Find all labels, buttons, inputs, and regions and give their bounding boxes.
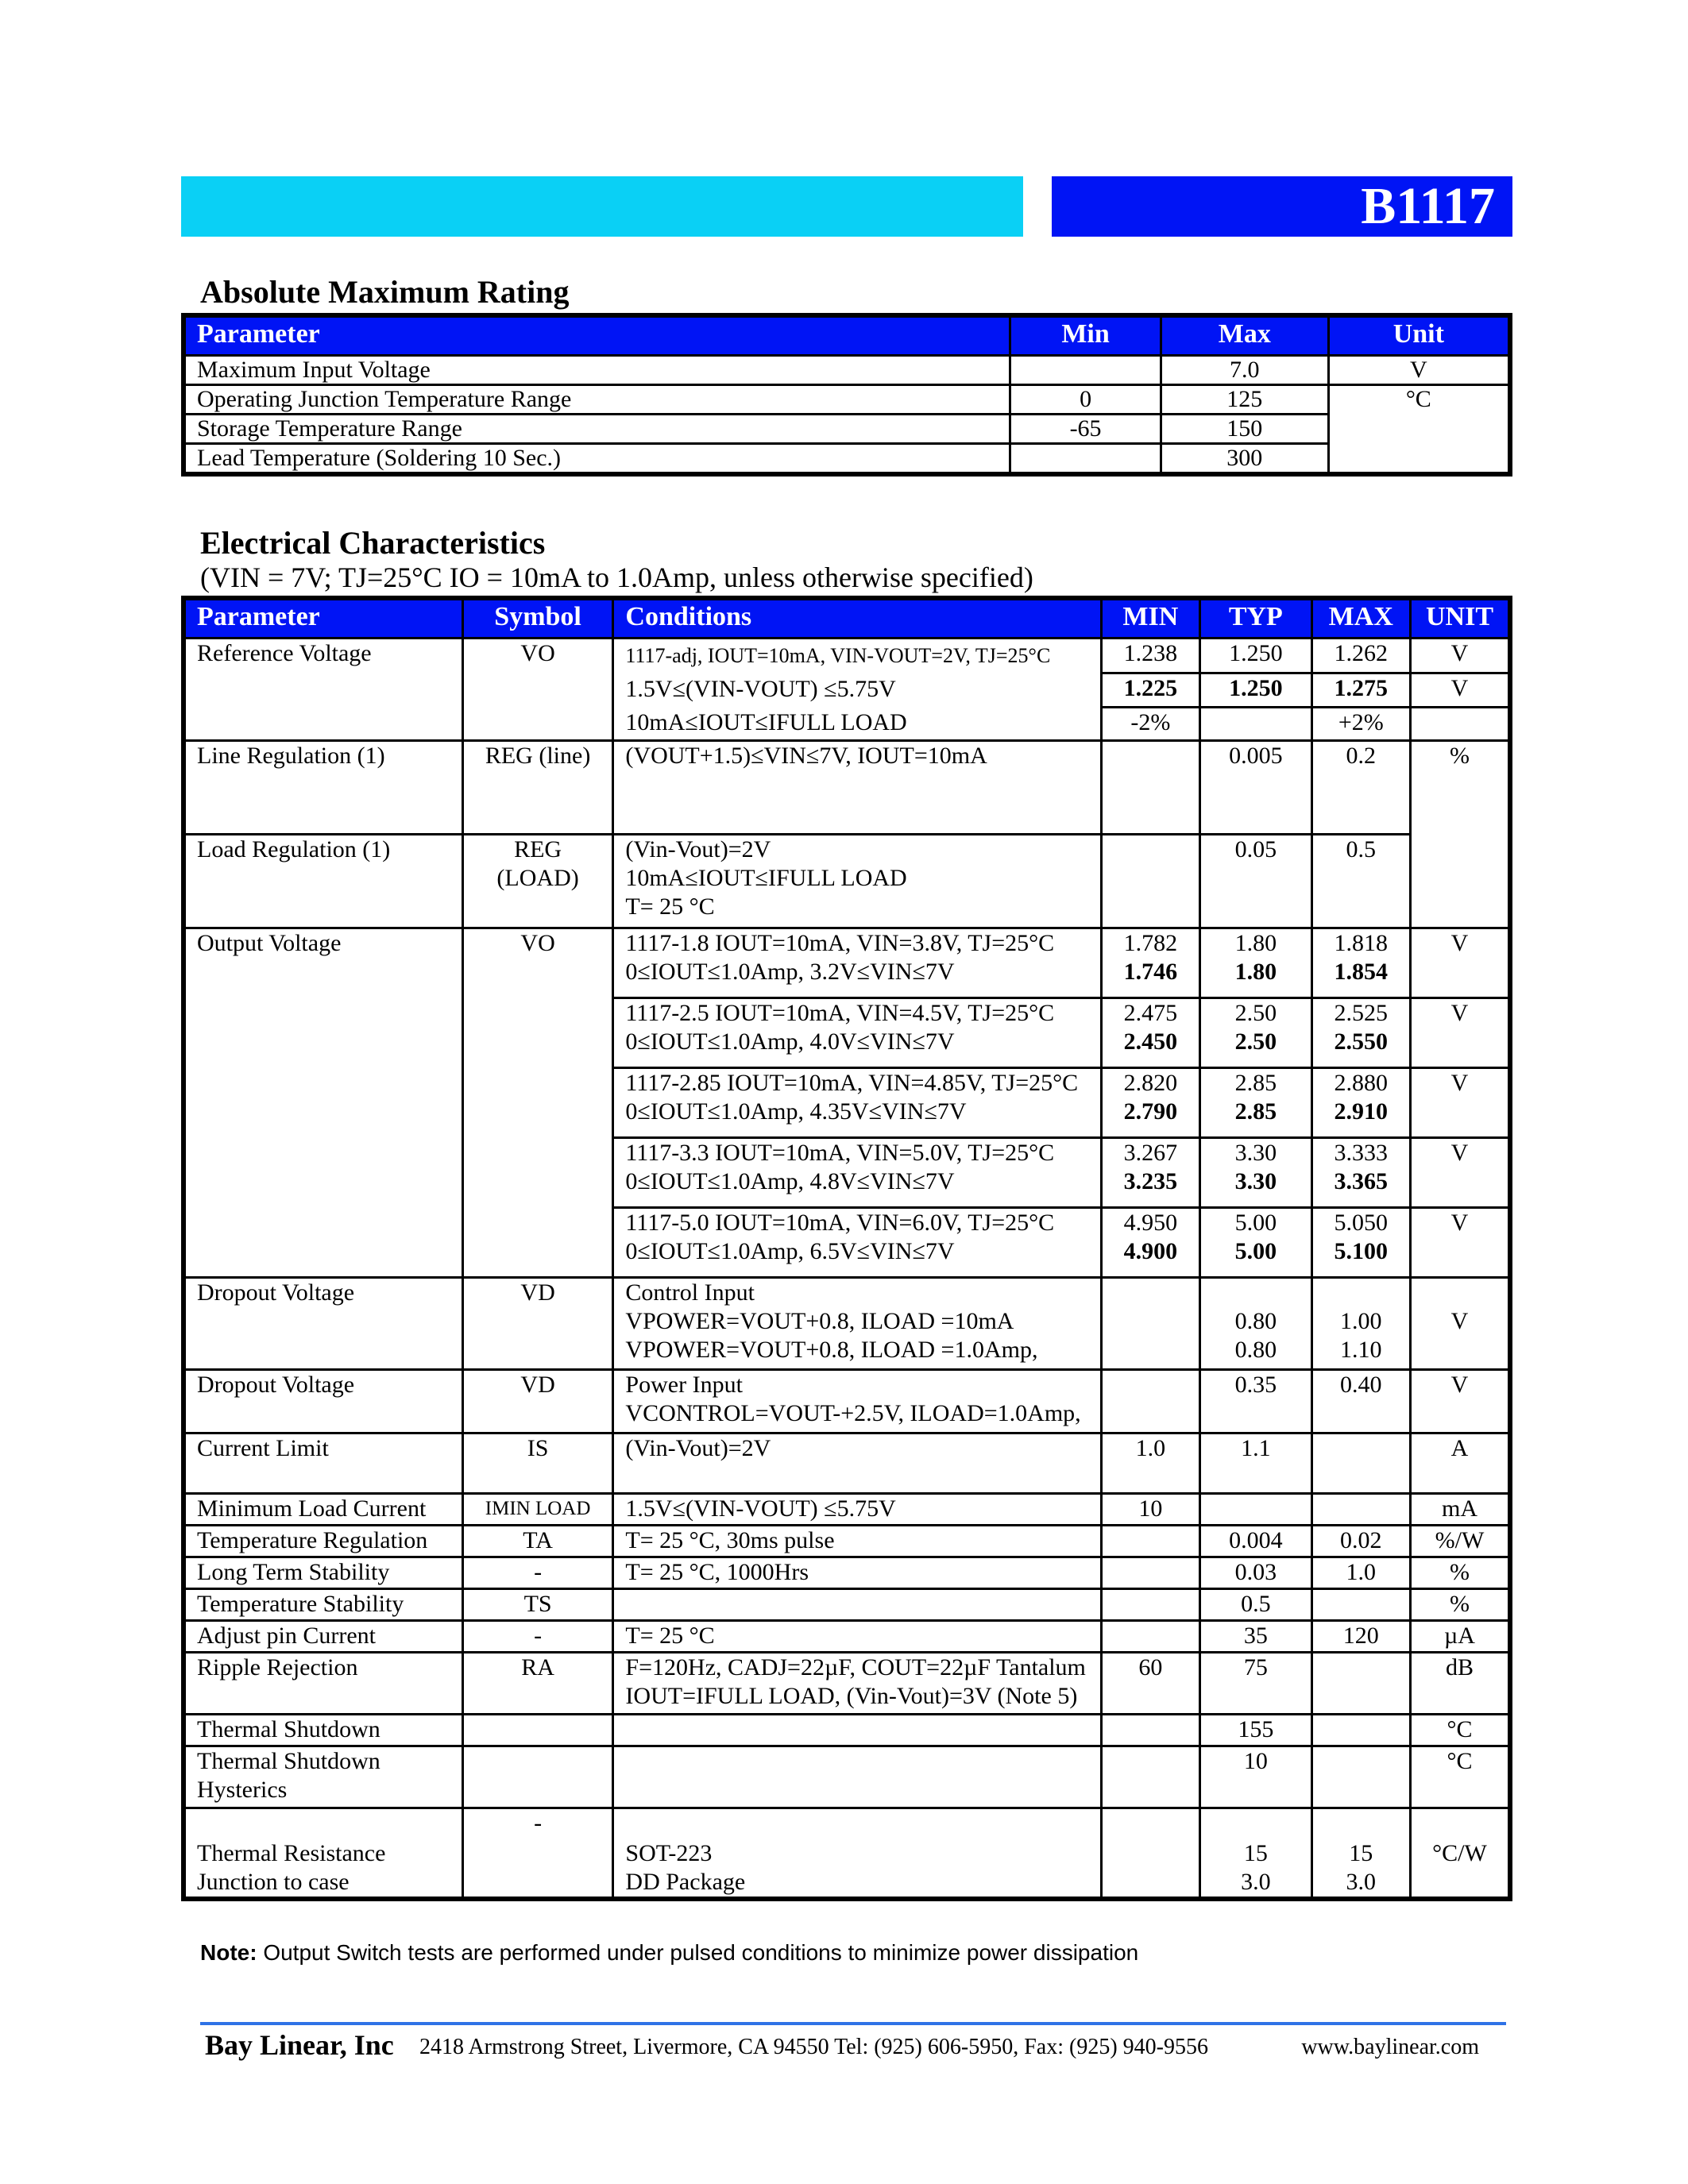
footer-divider	[200, 2022, 1506, 2025]
cell-unit: µA	[1411, 1621, 1511, 1653]
cond-line: IOUT=IFULL LOAD, (Vin-Vout)=3V (Note 5)	[625, 1683, 1078, 1709]
cond-line: 1117-adj, IOUT=10mA, VIN-VOUT=2V, TJ=25°C	[625, 644, 1051, 667]
table-row	[183, 1278, 1510, 1370]
cell-min: -2%	[1101, 708, 1199, 741]
cell-min: -65	[1010, 415, 1161, 444]
table-row	[183, 741, 1510, 835]
cell-param: Storage Temperature Range	[183, 415, 1010, 444]
cell-min: 0	[1010, 385, 1161, 415]
cell-typ	[1200, 1494, 1312, 1526]
cond-line: 1117-2.85 IOUT=10mA, VIN=4.85V, TJ=25°C	[625, 1070, 1079, 1096]
cond-line: 1117-2.5 IOUT=10mA, VIN=4.5V, TJ=25°C	[625, 1000, 1055, 1026]
cell-param: Output Voltage	[183, 928, 462, 1278]
cell-symbol: -	[462, 1808, 613, 1900]
val: 1.80	[1234, 959, 1277, 985]
cell-conditions	[613, 639, 1101, 741]
cond-line: 10mA≤IOUT≤IFULL LOAD	[625, 865, 907, 891]
cond-line: VCONTROL=VOUT-+2.5V, ILOAD=1.0Amp,	[625, 1400, 1081, 1426]
cell-typ: 0.004	[1200, 1526, 1312, 1557]
cell-typ	[1200, 928, 1312, 998]
note-text: Output Switch tests are performed under pulsed conditions to minimize power dissipation	[263, 1940, 1139, 1965]
val: 3.235	[1123, 1168, 1178, 1194]
cell-unit: A	[1411, 1433, 1511, 1494]
val: 2.50	[1234, 1000, 1277, 1026]
cell-conditions	[613, 1068, 1101, 1138]
cell-typ: 0.03	[1200, 1557, 1312, 1589]
cell-unit: V	[1411, 1370, 1511, 1433]
cond-line: 0≤IOUT≤1.0Amp, 4.0V≤VIN≤7V	[625, 1028, 955, 1055]
cond-line: 1117-5.0 IOUT=10mA, VIN=6.0V, TJ=25°C	[625, 1210, 1055, 1236]
val: 2.475	[1123, 1000, 1178, 1026]
val: 5.050	[1334, 1210, 1389, 1236]
cell-max: 0.2	[1311, 741, 1410, 835]
col-header-unit: Unit	[1328, 315, 1510, 356]
cell-max: 0.02	[1311, 1526, 1410, 1557]
param-line: Thermal Resistance	[197, 1840, 386, 1866]
table-row	[183, 385, 1510, 415]
cell-symbol: IMIN LOAD	[462, 1494, 613, 1526]
cell-min	[1101, 741, 1199, 835]
cell-symbol: TA	[462, 1526, 613, 1557]
cell-symbol: -	[462, 1621, 613, 1653]
cond-line: Power Input	[625, 1372, 743, 1398]
cell-conditions	[613, 1138, 1101, 1208]
cell-param	[183, 1808, 462, 1900]
val: 4.900	[1123, 1238, 1178, 1264]
cell-typ: 0.005	[1200, 741, 1312, 835]
cell-min	[1101, 1557, 1199, 1589]
cell-conditions	[613, 1653, 1101, 1715]
table-row	[183, 356, 1510, 385]
table-row	[183, 1653, 1510, 1715]
cell-unit: °C	[1411, 1715, 1511, 1746]
cell-max: 120	[1311, 1621, 1410, 1653]
cell-conditions	[613, 1715, 1101, 1746]
val: 15	[1349, 1840, 1373, 1866]
val: 2.450	[1123, 1028, 1178, 1055]
cell-min	[1101, 1746, 1199, 1808]
col-header-parameter: Parameter	[183, 315, 1010, 356]
cell-unit: °C	[1328, 385, 1510, 475]
val: 2.550	[1334, 1028, 1389, 1055]
cell-min	[1101, 1621, 1199, 1653]
val: 5.100	[1334, 1238, 1389, 1264]
val: 3.30	[1234, 1140, 1277, 1166]
cond-line: DD Package	[625, 1869, 746, 1895]
val: 5.00	[1234, 1238, 1277, 1264]
cell-unit: V	[1411, 1208, 1511, 1278]
table-row	[183, 1746, 1510, 1808]
cond-line: F=120Hz, CADJ=22µF, COUT=22µF Tantalum	[625, 1654, 1086, 1680]
cell-min	[1101, 835, 1199, 928]
electrical-table	[181, 596, 1512, 1901]
cell-min	[1101, 1278, 1199, 1370]
cond-line: (Vin-Vout)=2V	[625, 836, 771, 862]
footer	[205, 2028, 1508, 2068]
cell-max: +2%	[1311, 708, 1410, 741]
val: 2.790	[1123, 1098, 1178, 1125]
cell-unit: %	[1411, 741, 1511, 928]
cell-min: 60	[1101, 1653, 1199, 1715]
val: 1.746	[1123, 959, 1178, 985]
cell-typ	[1200, 708, 1312, 741]
cell-typ	[1200, 1808, 1312, 1900]
val: 1.854	[1334, 959, 1389, 985]
cell-typ: 0.35	[1200, 1370, 1312, 1433]
company-address: 2418 Armstrong Street, Livermore, CA 94550 Tel: (925) 606-5950, Fax: (925) 940-9556	[419, 2035, 1208, 2059]
cell-symbol: VO	[462, 639, 613, 741]
company-website[interactable]: www.baylinear.com	[1301, 2035, 1479, 2059]
cell-unit: %/W	[1411, 1526, 1511, 1557]
cell-max: 0.5	[1311, 835, 1410, 928]
val: 1.80	[1234, 930, 1277, 956]
val: 3.267	[1123, 1140, 1178, 1166]
cell-conditions: T= 25 °C, 1000Hrs	[613, 1557, 1101, 1589]
cell-conditions: T= 25 °C	[613, 1621, 1101, 1653]
table-row	[183, 928, 1510, 998]
cell-unit: V	[1411, 928, 1511, 998]
cell-max	[1311, 1208, 1410, 1278]
cell-symbol: VO	[462, 928, 613, 1278]
table-row	[183, 1526, 1510, 1557]
cell-max	[1311, 1068, 1410, 1138]
cell-max: 7.0	[1161, 356, 1328, 385]
cell-param: Temperature Regulation	[183, 1526, 462, 1557]
cell-max	[1311, 1715, 1410, 1746]
cell-conditions: 1.5V≤(VIN-VOUT) ≤5.75V	[613, 1494, 1101, 1526]
header-accent-bar	[181, 176, 1023, 237]
col-header-typ: TYP	[1200, 598, 1312, 639]
cell-min	[1101, 1526, 1199, 1557]
val: 3.365	[1334, 1168, 1389, 1194]
cond-line: 0≤IOUT≤1.0Amp, 4.35V≤VIN≤7V	[625, 1098, 967, 1125]
table-row	[183, 1433, 1510, 1494]
cell-max: 1.262	[1311, 639, 1410, 673]
cell-min	[1010, 444, 1161, 475]
table-row	[183, 444, 1510, 475]
cell-symbol: RA	[462, 1653, 613, 1715]
cond-line: T= 25 °C	[625, 893, 715, 920]
cell-min: 1.238	[1101, 639, 1199, 673]
cell-param: Load Regulation (1)	[183, 835, 462, 928]
cond-line: 1117-3.3 IOUT=10mA, VIN=5.0V, TJ=25°C	[625, 1140, 1055, 1166]
param-line: Hysterics	[197, 1777, 288, 1803]
table-row	[183, 1808, 1510, 1900]
cell-min	[1101, 1370, 1199, 1433]
col-header-conditions: Conditions	[613, 598, 1101, 639]
cell-param: Long Term Stability	[183, 1557, 462, 1589]
cond-line: 0≤IOUT≤1.0Amp, 4.8V≤VIN≤7V	[625, 1168, 955, 1194]
footnote	[200, 1940, 1138, 1966]
col-header-min: Min	[1010, 315, 1161, 356]
cell-min	[1101, 1589, 1199, 1621]
cell-param: Temperature Stability	[183, 1589, 462, 1621]
cell-conditions	[613, 835, 1101, 928]
cell-unit: V	[1328, 356, 1510, 385]
part-number: B1117	[1052, 176, 1512, 237]
cell-conditions	[613, 1278, 1101, 1370]
cell-symbol: REG (LOAD)	[462, 835, 613, 928]
cell-typ: 1.1	[1200, 1433, 1312, 1494]
cell-unit: V	[1411, 673, 1511, 708]
cell-unit: V	[1411, 639, 1511, 673]
cell-unit: °C/W	[1411, 1808, 1511, 1900]
cell-unit: V	[1411, 1138, 1511, 1208]
cell-min	[1101, 998, 1199, 1068]
cell-conditions: (VOUT+1.5)≤VIN≤7V, IOUT=10mA	[613, 741, 1101, 835]
cell-unit: V	[1411, 998, 1511, 1068]
cell-max: 150	[1161, 415, 1328, 444]
table-row	[183, 1589, 1510, 1621]
cell-max	[1311, 1808, 1410, 1900]
val: 3.0	[1346, 1869, 1377, 1895]
cell-param: Ripple Rejection	[183, 1653, 462, 1715]
cond-line: VPOWER=VOUT+0.8, ILOAD =10mA	[625, 1308, 1014, 1334]
val: 4.950	[1123, 1210, 1178, 1236]
company-name: Bay Linear, Inc	[205, 2029, 394, 2061]
cell-max: 300	[1161, 444, 1328, 475]
cell-min	[1101, 1808, 1199, 1900]
cell-conditions	[613, 928, 1101, 998]
cell-min: 10	[1101, 1494, 1199, 1526]
cell-param: Thermal Shutdown	[183, 1715, 462, 1746]
cell-symbol: TS	[462, 1589, 613, 1621]
cell-max	[1311, 1746, 1410, 1808]
cell-unit: V	[1411, 1068, 1511, 1138]
cell-conditions	[613, 1589, 1101, 1621]
cell-conditions: (Vin-Vout)=2V	[613, 1433, 1101, 1494]
note-label: Note:	[200, 1940, 257, 1965]
cell-typ	[1200, 1138, 1312, 1208]
cell-typ: 1.250	[1200, 673, 1312, 708]
val: 1.10	[1340, 1337, 1382, 1363]
cell-param: Line Regulation (1)	[183, 741, 462, 835]
cell-param	[183, 1746, 462, 1808]
cell-symbol	[462, 1715, 613, 1746]
table-row	[183, 1557, 1510, 1589]
cell-conditions: T= 25 °C, 30ms pulse	[613, 1526, 1101, 1557]
cond-line: 1.5V≤(VIN-VOUT) ≤5.75V	[625, 676, 896, 702]
col-header-max: Max	[1161, 315, 1328, 356]
table-row	[183, 415, 1510, 444]
cond-line: 0≤IOUT≤1.0Amp, 3.2V≤VIN≤7V	[625, 959, 955, 985]
col-header-min: MIN	[1101, 598, 1199, 639]
cell-param: Dropout Voltage	[183, 1278, 462, 1370]
table-header-row	[183, 315, 1510, 356]
val: 3.333	[1334, 1140, 1389, 1166]
cell-max	[1311, 1433, 1410, 1494]
cell-symbol: IS	[462, 1433, 613, 1494]
val: 2.525	[1334, 1000, 1389, 1026]
cell-typ	[1200, 1068, 1312, 1138]
val: 15	[1243, 1840, 1268, 1866]
val: 0.80	[1234, 1337, 1277, 1363]
cell-conditions	[613, 1208, 1101, 1278]
cell-unit: dB	[1411, 1653, 1511, 1715]
cell-min	[1101, 1068, 1199, 1138]
cond-line: 0≤IOUT≤1.0Amp, 6.5V≤VIN≤7V	[625, 1238, 955, 1264]
cell-param: Dropout Voltage	[183, 1370, 462, 1433]
val: 1.818	[1334, 930, 1389, 956]
val: 3.0	[1241, 1869, 1271, 1895]
abs-max-table	[181, 313, 1512, 477]
val: 2.85	[1234, 1098, 1277, 1125]
cell-typ: 1.250	[1200, 639, 1312, 673]
cell-unit: mA	[1411, 1494, 1511, 1526]
table-row	[183, 1370, 1510, 1433]
cell-typ: 35	[1200, 1621, 1312, 1653]
cell-typ: 10	[1200, 1746, 1312, 1808]
cell-min: 1.0	[1101, 1433, 1199, 1494]
cond-line: Control Input	[625, 1279, 755, 1306]
cell-unit: %	[1411, 1589, 1511, 1621]
cond-line: SOT-223	[625, 1840, 713, 1866]
col-header-max: MAX	[1311, 598, 1410, 639]
table-header-row	[183, 598, 1510, 639]
cell-max	[1311, 1278, 1410, 1370]
abs-max-title: Absolute Maximum Rating	[200, 274, 570, 310]
val: 1.00	[1340, 1308, 1382, 1334]
cell-param: Operating Junction Temperature Range	[183, 385, 1010, 415]
elec-subtitle: (VIN = 7V; TJ=25°C IO = 10mA to 1.0Amp, unless otherwise specified)	[200, 561, 1033, 593]
cell-max: 0.40	[1311, 1370, 1410, 1433]
cell-max: 1.0	[1311, 1557, 1410, 1589]
val: 5.00	[1234, 1210, 1277, 1236]
cell-unit	[1411, 708, 1511, 741]
cell-max: 1.275	[1311, 673, 1410, 708]
cell-conditions	[613, 1746, 1101, 1808]
cell-max	[1311, 1494, 1410, 1526]
elec-title: Electrical Characteristics	[200, 525, 546, 561]
cell-unit: %	[1411, 1557, 1511, 1589]
cell-typ	[1200, 1278, 1312, 1370]
table-row	[183, 835, 1510, 928]
cell-symbol: VD	[462, 1370, 613, 1433]
col-header-unit: UNIT	[1411, 598, 1511, 639]
cell-unit: °C	[1411, 1746, 1511, 1808]
cell-symbol: -	[462, 1557, 613, 1589]
cell-conditions	[613, 1370, 1101, 1433]
cell-unit: V	[1411, 1278, 1511, 1370]
cell-param: Maximum Input Voltage	[183, 356, 1010, 385]
val: 2.880	[1334, 1070, 1389, 1096]
col-header-parameter: Parameter	[183, 598, 462, 639]
cell-symbol: VD	[462, 1278, 613, 1370]
cell-typ: 0.05	[1200, 835, 1312, 928]
cell-min	[1101, 1138, 1199, 1208]
table-row	[183, 1621, 1510, 1653]
cell-conditions	[613, 998, 1101, 1068]
cell-min	[1101, 928, 1199, 998]
cell-min	[1010, 356, 1161, 385]
val: 0.80	[1234, 1308, 1277, 1334]
cell-typ: 0.5	[1200, 1589, 1312, 1621]
cell-param: Adjust pin Current	[183, 1621, 462, 1653]
cell-min	[1101, 1208, 1199, 1278]
val: 2.820	[1123, 1070, 1178, 1096]
cell-max	[1311, 928, 1410, 998]
param-line: Thermal Shutdown	[197, 1748, 380, 1774]
cond-line: 10mA≤IOUT≤IFULL LOAD	[625, 709, 907, 735]
val: 2.85	[1234, 1070, 1277, 1096]
cell-max: 125	[1161, 385, 1328, 415]
cell-max	[1311, 1653, 1410, 1715]
cell-param: Minimum Load Current	[183, 1494, 462, 1526]
cell-min: 1.225	[1101, 673, 1199, 708]
val: 1.782	[1123, 930, 1178, 956]
cell-typ	[1200, 998, 1312, 1068]
cell-param: Current Limit	[183, 1433, 462, 1494]
cell-max	[1311, 1138, 1410, 1208]
col-header-symbol: Symbol	[462, 598, 613, 639]
cell-symbol: REG (line)	[462, 741, 613, 835]
val: 2.50	[1234, 1028, 1277, 1055]
cell-typ: 75	[1200, 1653, 1312, 1715]
val: 3.30	[1234, 1168, 1277, 1194]
cell-max	[1311, 1589, 1410, 1621]
table-row	[183, 1494, 1510, 1526]
val: 2.910	[1334, 1098, 1389, 1125]
cond-line: 1117-1.8 IOUT=10mA, VIN=3.8V, TJ=25°C	[625, 930, 1055, 956]
cell-max	[1311, 998, 1410, 1068]
cell-typ: 155	[1200, 1715, 1312, 1746]
cell-symbol	[462, 1746, 613, 1808]
table-row	[183, 1715, 1510, 1746]
cell-conditions	[613, 1808, 1101, 1900]
cell-param: Reference Voltage	[183, 639, 462, 741]
param-line: Junction to case	[197, 1869, 350, 1895]
cell-min	[1101, 1715, 1199, 1746]
cell-param: Lead Temperature (Soldering 10 Sec.)	[183, 444, 1010, 475]
cond-line: VPOWER=VOUT+0.8, ILOAD =1.0Amp,	[625, 1337, 1038, 1363]
cell-typ	[1200, 1208, 1312, 1278]
table-row	[183, 639, 1510, 673]
